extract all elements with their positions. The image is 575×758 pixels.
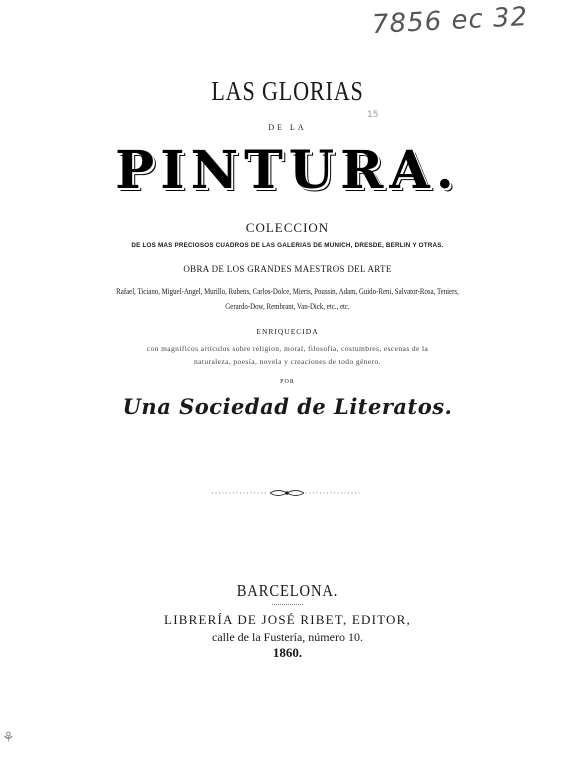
handwritten-call-number: 7856 ec 32 — [371, 1, 529, 41]
articles-line-2: naturaleza, poesía, novela y creaciones de todo género. — [194, 357, 381, 366]
title-line-1: LAS GLORIAS — [211, 76, 364, 106]
by-label: POR — [280, 379, 295, 385]
publisher: LIBRERÍA DE JOSÉ RIBET, EDITOR, — [164, 612, 411, 627]
title-line-2: DE LA — [268, 123, 307, 132]
authors: Una Sociedad de Literatos. — [122, 394, 453, 419]
masters-list-line-2: Gerardo-Dow, Rembrant, Van-Dick, etc., etc. — [225, 302, 350, 311]
articles-line-1: con magníficos artículos sobre religion, moral, filosofía, costumbres, escenas de la — [146, 344, 429, 353]
works-by-heading: OBRA DE LOS GRANDES MAESTROS DEL ARTE — [183, 264, 392, 274]
year: 1860. — [272, 645, 303, 660]
pencil-mark: 15 — [367, 110, 379, 120]
subtitle: COLECCION — [245, 220, 330, 235]
ornament-divider-icon — [212, 486, 362, 500]
place: BARCELONA. — [236, 581, 339, 600]
corner-mark-icon: ⚘ — [2, 730, 15, 746]
masters-list-line-1: Rafael, Ticiano, Miguel-Angel, Murillo, Rubens, Carlos-Dolce, Mieris, Poussin, Adam, Guido-Reni, Salvator-Rosa, Teniers, — [116, 287, 459, 296]
address: calle de la Fustería, número 10. — [212, 630, 363, 644]
enriched-heading: ENRIQUECIDA — [256, 327, 319, 336]
divider-line — [272, 604, 303, 606]
main-title: PINTURA. — [115, 140, 460, 201]
collection-description: DE LOS MAS PRECIOSOS CUADROS DE LAS GALERIAS DE MUNICH, DRESDE, BERLIN Y OTRAS. — [131, 242, 444, 249]
